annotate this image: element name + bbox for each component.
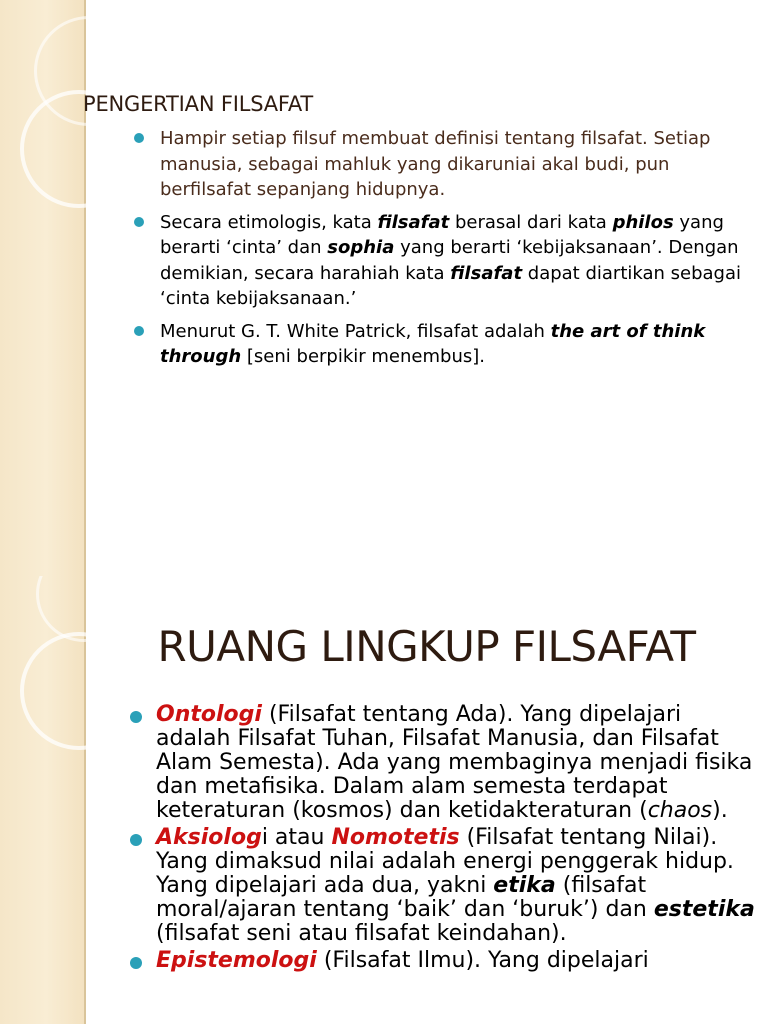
- bullet-item: [134, 126, 749, 203]
- bullet-text: Secara etimologis, kata: [160, 211, 378, 233]
- bullet-item: [130, 703, 755, 823]
- slide-title: RUANG LINGKUP FILSAFAT: [157, 622, 696, 671]
- bullet-text: Menurut G. T. White Patrick, filsafat adalah: [160, 320, 551, 342]
- bullet-text: Hampir setiap filsuf membuat definisi tentang filsafat. Setiap manusia, sebagai mahluk yang dikaruniai akal budi, pun berfilsafat sepanjang hidupnya.: [160, 128, 711, 200]
- bullet-dot-icon: [130, 957, 142, 969]
- bullet-dot-icon: [134, 326, 144, 336]
- bullet-text: (filsafat seni atau filsafat keindahan).: [156, 921, 567, 946]
- bullet-list: [134, 126, 749, 377]
- decorative-side-strip: [0, 0, 86, 576]
- bullet-text: yang berarti ‘kebijaksanaan’. Dengan demikian, secara harahiah kata: [160, 237, 739, 284]
- bullet-list: [130, 703, 755, 976]
- keyword: philos: [612, 211, 674, 233]
- slide-ruang-lingkup-filsafat: [0, 576, 768, 1024]
- keyword: filsafat: [450, 262, 523, 284]
- bullet-text: dapat diartikan sebagai ‘cinta kebijaksanaan.’: [160, 262, 742, 309]
- slide-title: PENGERTIAN FILSAFAT: [83, 92, 313, 116]
- bullet-item: [130, 826, 755, 946]
- bullet-text: (Filsafat tentang Ada). Yang dipelajari adalah Filsafat Tuhan, Filsafat Manusia, dan Filsafat Alam Semesta). Ada yang membaginya menjadi fisika dan metafisika. Dalam alam semesta terdapat keteraturan (kosmos) dan ketidakteraturan (: [156, 702, 753, 823]
- keyword: estetika: [653, 897, 755, 922]
- bullet-text: (Filsafat Ilmu). Yang dipelajari: [316, 948, 649, 973]
- bullet-text: ).: [712, 798, 728, 823]
- bullet-text: [seni berpikir menembus].: [241, 346, 485, 367]
- bullet-dot-icon: [130, 711, 142, 723]
- bullet-text: (Filsafat tentang Nilai). Yang dimaksud nilai adalah energi penggerak hidup. Yang dipelajari ada dua, yakni: [156, 825, 734, 898]
- bullet-text: yang berarti ‘cinta’ dan: [160, 211, 724, 258]
- bullet-item: [134, 210, 749, 312]
- keyword: sophia: [327, 237, 395, 258]
- term-highlight: Aksiolog: [156, 825, 262, 850]
- bullet-item: [134, 319, 749, 370]
- bullet-text: (filsafat moral/ajaran tentang ‘baik’ dan ‘buruk’) dan: [156, 873, 654, 922]
- bullet-text: i atau: [261, 825, 332, 850]
- bullet-text: berasal dari kata: [449, 211, 613, 233]
- keyword: etika: [493, 873, 556, 898]
- term-highlight: Nomotetis: [331, 825, 460, 850]
- italic-term: chaos: [647, 798, 713, 823]
- term-highlight: Epistemologi: [156, 948, 317, 973]
- term-highlight: Ontologi: [156, 702, 262, 727]
- bullet-item: [130, 949, 755, 973]
- bullet-dot-icon: [134, 217, 144, 227]
- bullet-dot-icon: [130, 834, 142, 846]
- keyword: filsafat: [377, 211, 450, 233]
- keyword: the art of think through: [160, 320, 706, 367]
- bullet-dot-icon: [134, 133, 144, 143]
